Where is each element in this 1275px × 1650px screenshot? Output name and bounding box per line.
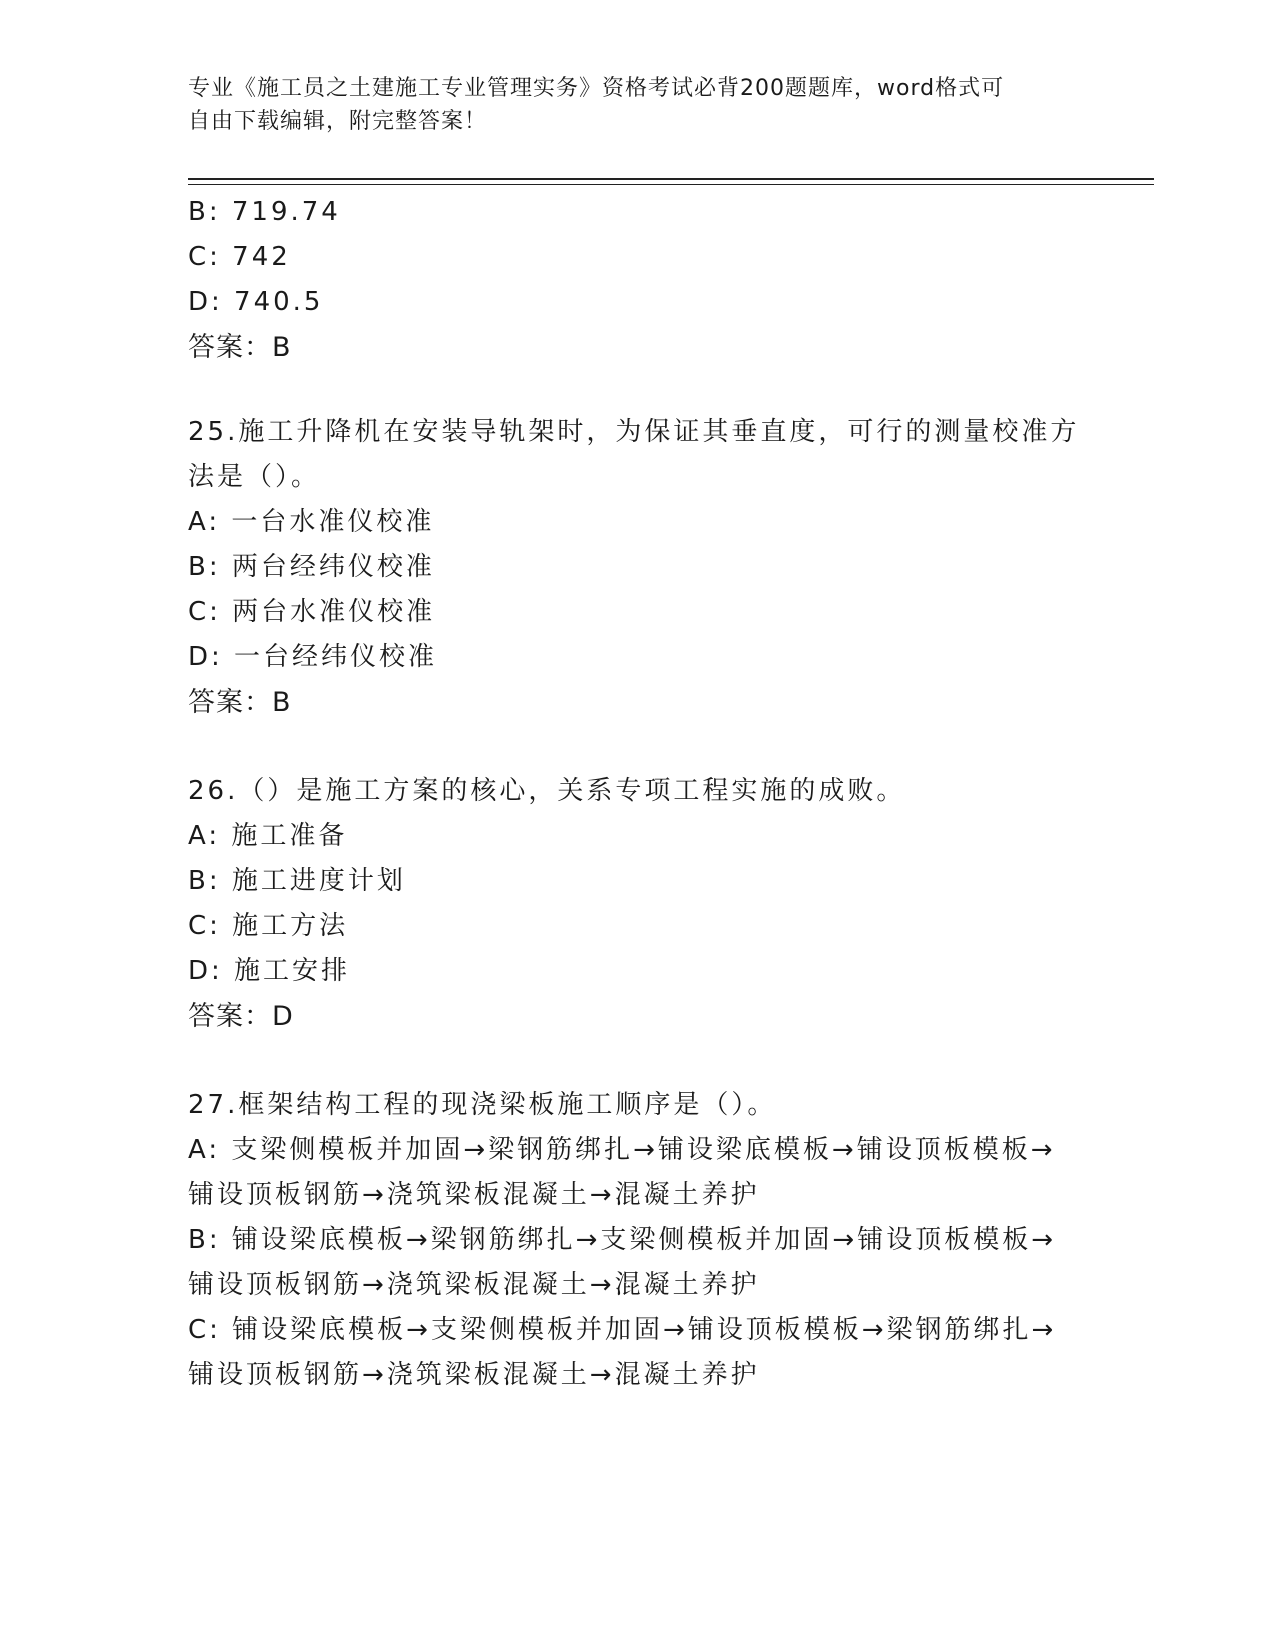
option-b: B: 两台经纬仪校准 xyxy=(188,552,435,582)
question-content xyxy=(188,190,1088,1398)
answer-line: 答案：B xyxy=(188,332,292,363)
header-rule-thick xyxy=(188,178,1154,180)
option-c: C: 两台水准仪校准 xyxy=(188,597,436,627)
option-b-continued: 铺设顶板钢筋→浇筑梁板混凝土→混凝土养护 xyxy=(188,1270,760,1300)
document-header xyxy=(188,72,1068,138)
option-b: B: 铺设梁底模板→梁钢筋绑扎→支梁侧模板并加固→铺设顶板模板→ xyxy=(188,1225,1057,1255)
option-d: D: 740.5 xyxy=(188,287,324,317)
question-stem: 25.施工升降机在安装导轨架时，为保证其垂直度，可行的测量校准方 xyxy=(188,417,1080,447)
option-b: B: 719.74 xyxy=(188,197,341,227)
option-d: D: 一台经纬仪校准 xyxy=(188,642,438,672)
option-a: A: 支梁侧模板并加固→梁钢筋绑扎→铺设梁底模板→铺设顶板模板→ xyxy=(188,1135,1056,1165)
option-c-continued: 铺设顶板钢筋→浇筑梁板混凝土→混凝土养护 xyxy=(188,1360,760,1390)
option-c: C: 742 xyxy=(188,242,291,272)
option-a: A: 施工准备 xyxy=(188,821,348,851)
option-b: B: 施工进度计划 xyxy=(188,866,406,896)
question-stem-continued: 法是（）。 xyxy=(188,462,321,492)
answer-line: 答案：B xyxy=(188,687,292,718)
option-a: A: 一台水准仪校准 xyxy=(188,507,435,537)
spacer xyxy=(188,370,1088,410)
option-a-continued: 铺设顶板钢筋→浇筑梁板混凝土→混凝土养护 xyxy=(188,1180,760,1210)
header-line-2: 自由下载编辑，附完整答案！ xyxy=(188,109,488,134)
option-c: C: 铺设梁底模板→支梁侧模板并加固→铺设顶板模板→梁钢筋绑扎→ xyxy=(188,1315,1057,1345)
header-rule-thin xyxy=(188,184,1154,185)
question-stem: 26.（）是施工方案的核心，关系专项工程实施的成败。 xyxy=(188,776,906,806)
answer-line: 答案：D xyxy=(188,1001,294,1032)
spacer xyxy=(188,725,1088,769)
option-d: D: 施工安排 xyxy=(188,956,351,986)
option-c: C: 施工方法 xyxy=(188,911,349,941)
header-line-1: 专业《施工员之土建施工专业管理实务》资格考试必背200题题库，word格式可 xyxy=(188,76,1005,101)
question-stem: 27.框架结构工程的现浇梁板施工顺序是（）。 xyxy=(188,1090,777,1120)
spacer xyxy=(188,1039,1088,1083)
